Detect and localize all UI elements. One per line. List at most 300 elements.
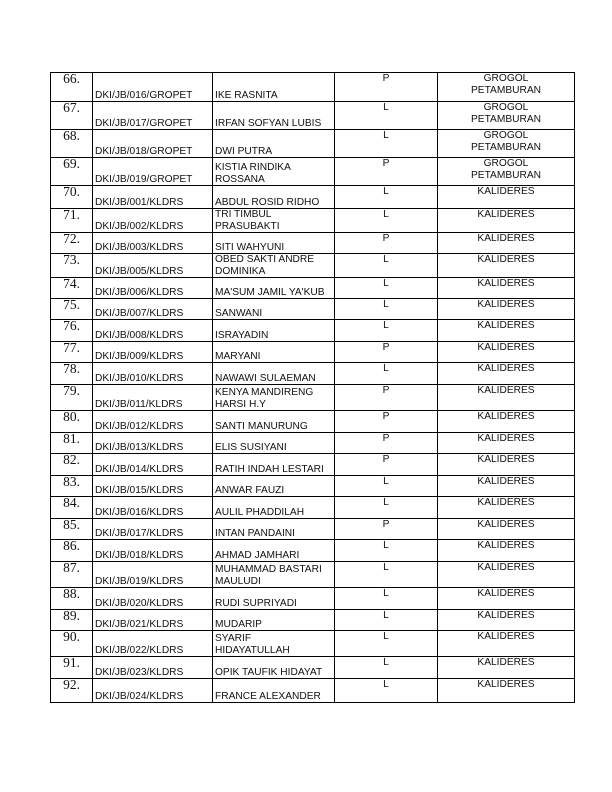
gender-cell	[335, 562, 438, 588]
participant-code-cell	[93, 519, 213, 540]
table-row	[51, 186, 575, 209]
participant-name-line: AULIL PHADDILAH	[215, 506, 305, 518]
participant-name-line: MAULUDI	[215, 575, 261, 587]
gender-cell	[335, 411, 438, 433]
district-line: KALIDERES	[477, 562, 535, 573]
participant-name-line: SITI WAHYUNI	[215, 241, 285, 253]
participant-name-cell	[213, 454, 335, 476]
participant-name-line: RUDI SUPRIYADI	[215, 597, 297, 609]
row-number: 68.	[63, 129, 80, 143]
participant-table-body	[51, 73, 575, 703]
participant-name-cell	[213, 186, 335, 209]
gender-cell	[335, 540, 438, 562]
gender-cell	[335, 610, 438, 631]
gender: P	[382, 158, 390, 169]
table-row	[51, 588, 575, 610]
row-number-cell	[51, 562, 93, 588]
gender: L	[383, 186, 389, 197]
gender-cell	[335, 158, 438, 186]
participant-code: DKI/JB/018/KLDRS	[95, 549, 184, 561]
participant-name-cell	[213, 411, 335, 433]
participant-code-cell	[93, 540, 213, 562]
participant-name-cell	[213, 233, 335, 254]
row-number-cell	[51, 158, 93, 186]
participant-code: DKI/JB/016/KLDRS	[95, 506, 184, 518]
gender-cell	[335, 73, 438, 102]
district-cell	[438, 130, 575, 158]
district-line: KALIDERES	[477, 209, 535, 220]
row-number: 85.	[63, 518, 80, 532]
participant-name-line: SANTI MANURUNG	[215, 420, 308, 432]
participant-name-line: HIDAYATULLAH	[215, 644, 290, 656]
participant-code: DKI/JB/010/KLDRS	[95, 372, 184, 384]
gender-cell	[335, 254, 438, 278]
table-row	[51, 610, 575, 631]
participant-code: DKI/JB/019/GROPET	[95, 173, 193, 185]
district-line: KALIDERES	[477, 186, 535, 197]
district-line: PETAMBURAN	[471, 141, 541, 153]
district-cell	[438, 299, 575, 320]
participant-code-cell	[93, 497, 213, 519]
participant-name-cell	[213, 385, 335, 411]
gender-cell	[335, 342, 438, 363]
participant-name-line: FRANCE ALEXANDER	[215, 690, 321, 702]
row-number: 71.	[63, 208, 80, 222]
row-number-cell	[51, 130, 93, 158]
gender: L	[383, 278, 389, 289]
gender: P	[382, 519, 390, 530]
participant-name-line: DWI PUTRA	[215, 145, 273, 157]
participant-code: DKI/JB/023/KLDRS	[95, 666, 184, 678]
gender: L	[383, 497, 389, 508]
participant-code-cell	[93, 342, 213, 363]
participant-name-cell	[213, 320, 335, 342]
district-cell	[438, 320, 575, 342]
participant-name-line: DOMINIKA	[215, 265, 266, 277]
table-row	[51, 454, 575, 476]
row-number-cell	[51, 186, 93, 209]
participant-name-cell	[213, 342, 335, 363]
participant-code-cell	[93, 73, 213, 102]
gender: P	[382, 385, 390, 396]
gender-cell	[335, 130, 438, 158]
district-cell	[438, 433, 575, 454]
participant-code-cell	[93, 130, 213, 158]
participant-code-cell	[93, 454, 213, 476]
district-cell	[438, 610, 575, 631]
participant-code-cell	[93, 411, 213, 433]
row-number: 80.	[63, 410, 80, 424]
gender: L	[383, 102, 389, 113]
table-row	[51, 209, 575, 233]
gender-cell	[335, 657, 438, 679]
participant-name-line: ROSSANA	[215, 173, 265, 185]
gender: L	[383, 476, 389, 487]
district-line: KALIDERES	[477, 679, 535, 690]
district-line: KALIDERES	[477, 476, 535, 487]
participant-code: DKI/JB/008/KLDRS	[95, 329, 184, 341]
participant-name-line: MUDARIP	[215, 618, 262, 630]
district-cell	[438, 278, 575, 299]
table-row	[51, 540, 575, 562]
row-number: 76.	[63, 319, 80, 333]
gender: L	[383, 657, 389, 668]
row-number-cell	[51, 278, 93, 299]
table-row	[51, 631, 575, 657]
row-number: 83.	[63, 475, 80, 489]
participant-name-line: OBED SAKTI ANDRE	[215, 254, 315, 265]
table-row	[51, 433, 575, 454]
participant-name-line: NAWAWI SULAEMAN	[215, 372, 316, 384]
participant-code: DKI/JB/009/KLDRS	[95, 350, 184, 362]
district-line: KALIDERES	[477, 610, 535, 621]
district-line: GROGOL	[483, 158, 529, 169]
district-cell	[438, 562, 575, 588]
row-number-cell	[51, 363, 93, 385]
district-line: PETAMBURAN	[471, 113, 541, 125]
participant-name-line: SANWANI	[215, 307, 263, 319]
participant-code-cell	[93, 610, 213, 631]
table-row	[51, 320, 575, 342]
participant-name-line: ISRAYADIN	[215, 329, 269, 341]
gender: L	[383, 588, 389, 599]
gender: L	[383, 540, 389, 551]
row-number: 92.	[63, 678, 80, 692]
district-cell	[438, 158, 575, 186]
gender: L	[383, 320, 389, 331]
row-number-cell	[51, 657, 93, 679]
participant-code: DKI/JB/021/KLDRS	[95, 618, 184, 630]
participant-name-line: IRFAN SOFYAN LUBIS	[215, 117, 322, 129]
table-row	[51, 497, 575, 519]
row-number-cell	[51, 73, 93, 102]
district-line: PETAMBURAN	[471, 169, 541, 181]
row-number: 81.	[63, 432, 80, 446]
gender-cell	[335, 476, 438, 497]
participant-code-cell	[93, 476, 213, 497]
gender: L	[383, 610, 389, 621]
participant-name-cell	[213, 588, 335, 610]
participant-code-cell	[93, 299, 213, 320]
row-number-cell	[51, 433, 93, 454]
district-line: KALIDERES	[477, 657, 535, 668]
participant-name-line: OPIK TAUFIK HIDAYAT	[215, 666, 323, 678]
participant-name-cell	[213, 209, 335, 233]
row-number: 84.	[63, 496, 80, 510]
gender: L	[383, 130, 389, 141]
participant-code-cell	[93, 588, 213, 610]
district-cell	[438, 73, 575, 102]
row-number-cell	[51, 454, 93, 476]
participant-name-cell	[213, 540, 335, 562]
table-row	[51, 411, 575, 433]
participant-code: DKI/JB/011/KLDRS	[95, 398, 183, 410]
participant-name-line: IKE RASNITA	[215, 89, 278, 101]
participant-code: DKI/JB/015/KLDRS	[95, 484, 184, 496]
row-number: 77.	[63, 341, 80, 355]
district-cell	[438, 519, 575, 540]
participant-name-line: TRI TIMBUL	[215, 209, 272, 220]
participant-name-line: INTAN PANDAINI	[215, 527, 295, 539]
participant-code-cell	[93, 209, 213, 233]
participant-code: DKI/JB/017/GROPET	[95, 117, 193, 129]
participant-code-cell	[93, 631, 213, 657]
row-number-cell	[51, 320, 93, 342]
participant-name-cell	[213, 102, 335, 130]
district-line: GROGOL	[483, 73, 529, 84]
participant-table	[50, 72, 575, 703]
participant-code: DKI/JB/019/KLDRS	[95, 575, 184, 587]
row-number: 91.	[63, 656, 80, 670]
gender: P	[382, 454, 390, 465]
participant-code: DKI/JB/001/KLDRS	[95, 196, 184, 208]
district-line: KALIDERES	[477, 631, 535, 642]
participant-name-cell	[213, 679, 335, 703]
gender: P	[382, 233, 390, 244]
row-number: 72.	[63, 232, 80, 246]
gender: L	[383, 631, 389, 642]
participant-code-cell	[93, 254, 213, 278]
row-number: 87.	[63, 561, 80, 575]
gender: L	[383, 562, 389, 573]
gender-cell	[335, 385, 438, 411]
row-number-cell	[51, 342, 93, 363]
district-cell	[438, 588, 575, 610]
table-row	[51, 254, 575, 278]
district-cell	[438, 679, 575, 703]
gender-cell	[335, 299, 438, 320]
table-row	[51, 73, 575, 102]
participant-code: DKI/JB/022/KLDRS	[95, 644, 184, 656]
district-cell	[438, 657, 575, 679]
participant-name-line: ELIS SUSIYANI	[215, 441, 287, 453]
gender-cell	[335, 588, 438, 610]
table-row	[51, 657, 575, 679]
row-number-cell	[51, 610, 93, 631]
district-line: KALIDERES	[477, 233, 535, 244]
gender-cell	[335, 519, 438, 540]
table-row	[51, 233, 575, 254]
participant-code-cell	[93, 562, 213, 588]
gender: P	[382, 73, 390, 84]
participant-name-line: ABDUL ROSID RIDHO	[215, 196, 320, 208]
district-line: GROGOL	[483, 102, 529, 113]
table-row	[51, 158, 575, 186]
participant-code: DKI/JB/014/KLDRS	[95, 463, 184, 475]
row-number-cell	[51, 254, 93, 278]
row-number-cell	[51, 497, 93, 519]
row-number: 79.	[63, 384, 80, 398]
participant-name-line: KENYA MANDIRENG	[215, 387, 314, 398]
row-number-cell	[51, 385, 93, 411]
district-line: KALIDERES	[477, 278, 535, 289]
gender-cell	[335, 433, 438, 454]
district-line: KALIDERES	[477, 588, 535, 599]
gender: L	[383, 209, 389, 220]
row-number: 74.	[63, 277, 80, 291]
gender: L	[383, 254, 389, 265]
table-row	[51, 476, 575, 497]
district-cell	[438, 233, 575, 254]
participant-code-cell	[93, 233, 213, 254]
district-line: KALIDERES	[477, 411, 535, 422]
participant-name-cell	[213, 299, 335, 320]
row-number: 66.	[63, 72, 80, 86]
participant-name-line: PRASUBAKTI	[215, 220, 280, 232]
participant-name-cell	[213, 610, 335, 631]
participant-name-cell	[213, 433, 335, 454]
gender-cell	[335, 186, 438, 209]
table-row	[51, 562, 575, 588]
participant-name-cell	[213, 631, 335, 657]
participant-code: DKI/JB/002/KLDRS	[95, 220, 184, 232]
table-row	[51, 130, 575, 158]
district-cell	[438, 497, 575, 519]
district-cell	[438, 411, 575, 433]
row-number: 67.	[63, 101, 80, 115]
district-line: KALIDERES	[477, 385, 535, 396]
participant-code: DKI/JB/013/KLDRS	[95, 441, 184, 453]
row-number-cell	[51, 679, 93, 703]
participant-code-cell	[93, 679, 213, 703]
district-cell	[438, 209, 575, 233]
gender: P	[382, 433, 390, 444]
district-cell	[438, 631, 575, 657]
row-number-cell	[51, 233, 93, 254]
row-number-cell	[51, 411, 93, 433]
row-number: 82.	[63, 453, 80, 467]
gender-cell	[335, 679, 438, 703]
row-number: 70.	[63, 185, 80, 199]
row-number-cell	[51, 102, 93, 130]
participant-code-cell	[93, 278, 213, 299]
participant-code-cell	[93, 363, 213, 385]
district-line: KALIDERES	[477, 363, 535, 374]
participant-name-line: SYARIF	[215, 633, 252, 644]
district-cell	[438, 385, 575, 411]
row-number: 90.	[63, 630, 80, 644]
participant-name-line: MA'SUM JAMIL YA'KUB	[215, 286, 325, 298]
district-line: KALIDERES	[477, 497, 535, 508]
row-number-cell	[51, 476, 93, 497]
district-cell	[438, 363, 575, 385]
gender-cell	[335, 233, 438, 254]
gender-cell	[335, 278, 438, 299]
participant-code: DKI/JB/016/GROPET	[95, 89, 193, 101]
district-line: KALIDERES	[477, 320, 535, 331]
row-number: 75.	[63, 298, 80, 312]
district-cell	[438, 102, 575, 130]
participant-code-cell	[93, 320, 213, 342]
gender-cell	[335, 209, 438, 233]
participant-code: DKI/JB/018/GROPET	[95, 145, 193, 157]
gender-cell	[335, 631, 438, 657]
participant-code: DKI/JB/020/KLDRS	[95, 597, 184, 609]
participant-name-line: ANWAR FAUZI	[215, 484, 285, 496]
row-number-cell	[51, 588, 93, 610]
row-number-cell	[51, 209, 93, 233]
participant-code-cell	[93, 385, 213, 411]
table-row	[51, 299, 575, 320]
district-line: KALIDERES	[477, 299, 535, 310]
participant-code: DKI/JB/012/KLDRS	[95, 420, 184, 432]
table-row	[51, 102, 575, 130]
district-line: PETAMBURAN	[471, 84, 541, 96]
district-line: KALIDERES	[477, 540, 535, 551]
participant-name-line: HARSI H.Y	[215, 398, 266, 410]
district-cell	[438, 476, 575, 497]
participant-code-cell	[93, 102, 213, 130]
district-cell	[438, 454, 575, 476]
table-row	[51, 519, 575, 540]
row-number: 78.	[63, 362, 80, 376]
gender-cell	[335, 102, 438, 130]
table-row	[51, 363, 575, 385]
participant-code: DKI/JB/024/KLDRS	[95, 690, 184, 702]
participant-name-cell	[213, 158, 335, 186]
participant-code: DKI/JB/003/KLDRS	[95, 241, 184, 253]
district-cell	[438, 540, 575, 562]
participant-code: DKI/JB/007/KLDRS	[95, 307, 184, 319]
district-cell	[438, 342, 575, 363]
row-number: 73.	[63, 253, 80, 267]
gender-cell	[335, 363, 438, 385]
participant-code: DKI/JB/005/KLDRS	[95, 265, 184, 277]
gender: P	[382, 411, 390, 422]
gender: L	[383, 363, 389, 374]
participant-name-cell	[213, 476, 335, 497]
row-number: 89.	[63, 609, 80, 623]
participant-name-line: MARYANI	[215, 350, 261, 362]
participant-code: DKI/JB/017/KLDRS	[95, 527, 184, 539]
row-number: 86.	[63, 539, 80, 553]
participant-name-line: AHMAD JAMHARI	[215, 549, 300, 561]
participant-name-line: RATIH INDAH LESTARI	[215, 463, 324, 475]
gender-cell	[335, 454, 438, 476]
participant-name-cell	[213, 278, 335, 299]
table-row	[51, 278, 575, 299]
district-line: KALIDERES	[477, 342, 535, 353]
row-number-cell	[51, 299, 93, 320]
participant-name-cell	[213, 562, 335, 588]
district-line: KALIDERES	[477, 454, 535, 465]
participant-name-cell	[213, 363, 335, 385]
table-row	[51, 342, 575, 363]
participant-name-line: KISTIA RINDIKA	[215, 162, 291, 173]
participant-code-cell	[93, 657, 213, 679]
district-cell	[438, 186, 575, 209]
row-number: 88.	[63, 587, 80, 601]
district-line: GROGOL	[483, 130, 529, 141]
district-line: KALIDERES	[477, 254, 535, 265]
district-line: KALIDERES	[477, 519, 535, 530]
participant-code: DKI/JB/006/KLDRS	[95, 286, 184, 298]
participant-name-line: MUHAMMAD BASTARI	[215, 564, 322, 575]
participant-name-cell	[213, 73, 335, 102]
participant-name-cell	[213, 497, 335, 519]
gender-cell	[335, 320, 438, 342]
district-cell	[438, 254, 575, 278]
participant-code-cell	[93, 433, 213, 454]
participant-name-cell	[213, 519, 335, 540]
gender: L	[383, 679, 389, 690]
participant-code-cell	[93, 186, 213, 209]
row-number: 69.	[63, 157, 80, 171]
row-number-cell	[51, 540, 93, 562]
gender: L	[383, 299, 389, 310]
gender: P	[382, 342, 390, 353]
participant-name-cell	[213, 130, 335, 158]
